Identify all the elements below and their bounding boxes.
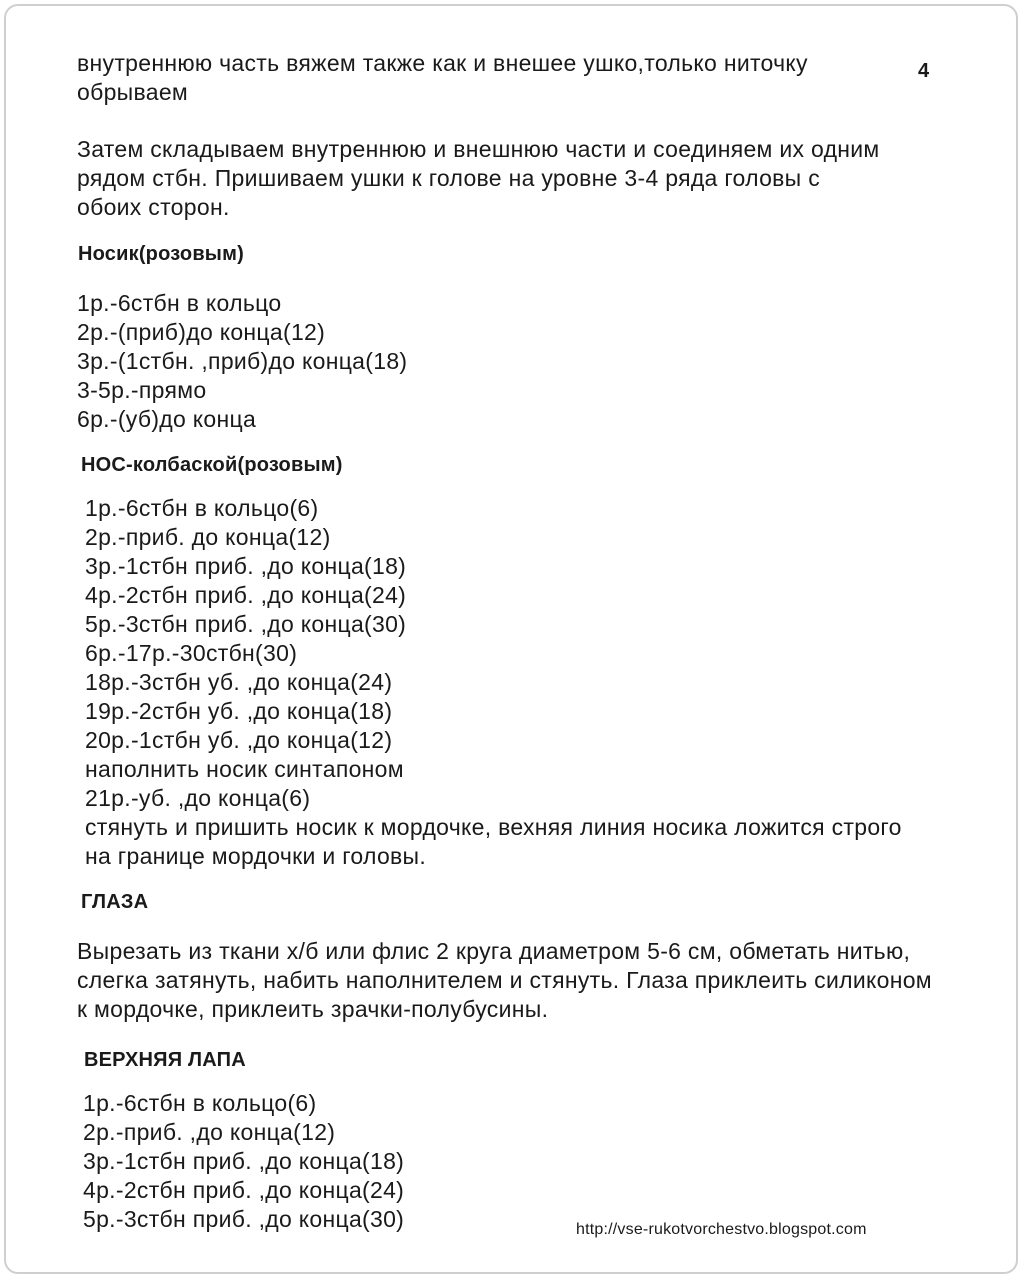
text-line: внутреннюю часть вяжем также как и внешее ушко,только ниточку <box>77 50 808 76</box>
upper-paw-rows <box>83 1089 404 1234</box>
pattern-row: 20р.-1стбн уб. ,до конца(12) <box>85 727 393 753</box>
pattern-row: 2р.-(приб)до конца(12) <box>77 319 326 345</box>
text-line: слегка затянуть, набить наполнителем и стянуть. Глаза приклеить силиконом <box>77 967 932 993</box>
sausage-nose-heading: НОС-колбаской(розовым) <box>81 454 343 476</box>
eyes-paragraph <box>77 937 932 1024</box>
text-line: к мордочке, приклеить зрачки-полубусины. <box>77 996 549 1022</box>
assembly-paragraph <box>77 135 880 222</box>
text-line: Вырезать из ткани х/б или флис 2 круга диаметром 5-6 см, обметать нитью, <box>77 938 911 964</box>
pattern-row: 21р.-уб. ,до конца(6) <box>85 785 311 811</box>
upper-paw-heading: ВЕРХНЯЯ ЛАПА <box>84 1049 246 1071</box>
pattern-row: 3р.-(1стбн. ,приб)до конца(18) <box>77 348 408 374</box>
source-url: http://vse-rukotvorchestvo.blogspot.com <box>576 1221 867 1238</box>
pattern-row: 4р.-2стбн приб. ,до конца(24) <box>85 582 407 608</box>
pattern-row: 3-5р.-прямо <box>77 377 207 403</box>
pattern-row: 18р.-3стбн уб. ,до конца(24) <box>85 669 393 695</box>
pattern-row: 5р.-3стбн приб. ,до конца(30) <box>83 1206 405 1232</box>
pattern-row: 6р.-17р.-30стбн(30) <box>85 640 298 666</box>
pattern-row: 4р.-2стбн приб. ,до конца(24) <box>83 1177 405 1203</box>
pattern-row: 2р.-приб. ,до конца(12) <box>83 1119 336 1145</box>
sausage-nose-rows <box>85 494 902 871</box>
text-line: Затем складываем внутреннюю и внешнюю части и соединяем их одним <box>77 136 880 162</box>
pattern-row: 19р.-2стбн уб. ,до конца(18) <box>85 698 393 724</box>
pattern-row: наполнить носик синтапоном <box>85 756 404 782</box>
nose-heading: Носик(розовым) <box>78 243 244 265</box>
pattern-row: 1р.-6стбн в кольцо(6) <box>85 495 319 521</box>
eyes-heading: ГЛАЗА <box>81 891 149 913</box>
pattern-row: 3р.-1стбн приб. ,до конца(18) <box>83 1148 405 1174</box>
page-number: 4 <box>918 60 930 82</box>
pattern-row: 1р.-6стбн в кольцо <box>77 290 282 316</box>
pattern-row: на границе мордочки и головы. <box>85 843 427 869</box>
nose-rows <box>77 289 407 434</box>
pattern-row: 3р.-1стбн приб. ,до конца(18) <box>85 553 407 579</box>
pattern-row: 6р.-(уб)до конца <box>77 406 257 432</box>
text-line: рядом стбн. Пришиваем ушки к голове на уровне 3-4 ряда головы с <box>77 165 821 191</box>
pattern-row: 2р.-приб. до конца(12) <box>85 524 331 550</box>
intro-paragraph <box>77 49 808 107</box>
pattern-row: 5р.-3стбн приб. ,до конца(30) <box>85 611 407 637</box>
text-line: обрываем <box>77 79 189 105</box>
text-line: обоих сторон. <box>77 194 230 220</box>
pattern-row: 1р.-6стбн в кольцо(6) <box>83 1090 317 1116</box>
pattern-row: стянуть и пришить носик к мордочке, вехняя линия носика ложится строго <box>85 814 902 840</box>
